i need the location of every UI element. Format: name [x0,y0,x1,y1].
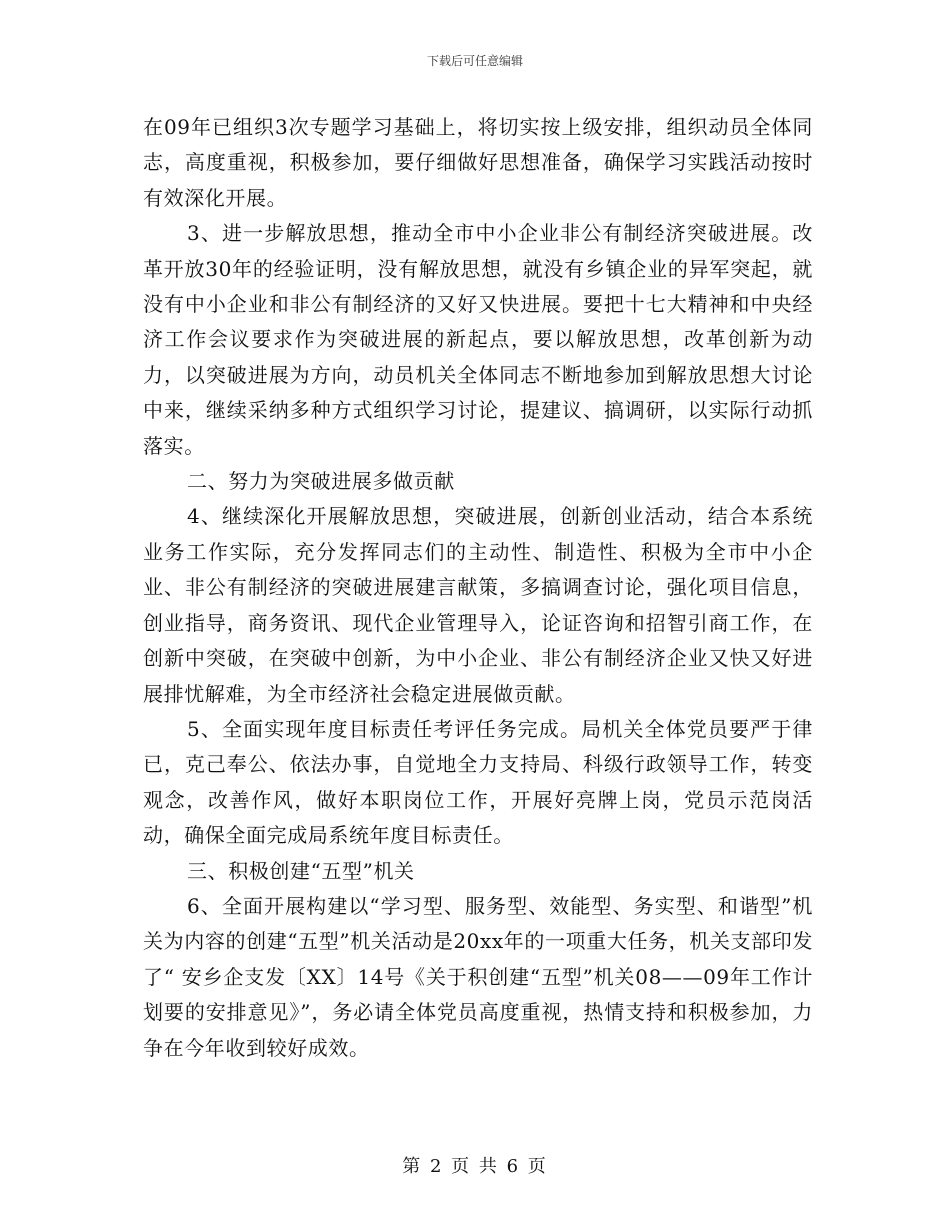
paragraph: 3、进一步解放思想，推动全市中小企业非公有制经济突破进展。改革开放30年的经验证明，没有解放思想，就没有乡镇企业的异军突起，就没有中小企业和非公有制经济的又好又快进展。要把十七大精神和中央经济工作会议要求作为突破进展的新起点，要以解放思想，改革创新为动力，以突破进展为方向，动员机关全体同志不断地参加到解放思想大讨论中来，继续采纳多种方式组织学习讨论，提建议、搞调研，以实际行动抓落实。 [143,221,813,458]
paragraph: 5、全面实现年度目标责任考评任务完成。局机关全体党员要严于律已，克己奉公、依法办事，自觉地全力支持局、科级行政领导工作，转变观念，改善作风，做好本职岗位工作，开展好亮牌上岗，党员示范岗活动，确保全面完成局系统年度目标责任。 [143,716,813,848]
page-number-footer: 第 2 页 共 6 页 [402,1156,548,1177]
page-header: 下载后可任意编辑 [426,54,523,68]
paragraph: 6、全面开展构建以“学习型、服务型、效能型、务实型、和谐型”机关为内容的创建“五型”机关活动是20xx年的一项重大任务，机关支部印发了“ 安乡企支发〔XX〕14号《关于积创建“五型”机关08——09年工作计划要的安排意见》”，务必请全体党员高度重视，热情支持和积极参加，力争在今年收到较好成效。 [143,893,813,1060]
section-heading: 二、努力为突破进展多做贡献 [187,469,455,494]
section-heading: 三、积极创建“五型”机关 [187,858,415,883]
document-body [143,110,813,1066]
paragraph: 在09年已组织3次专题学习基础上，将切实按上级安排，组织动员全体同志，高度重视，积极参加，要仔细做好思想准备，确保学习实践活动按时有效深化开展。 [143,115,813,210]
paragraph: 4、继续深化开展解放思想，突破进展，创新创业活动，结合本系统业务工作实际，充分发挥同志们的主动性、制造性、积极为全市中小企业、非公有制经济的突破进展建言献策，多搞调查讨论，强化项目信息，创业指导，商务资讯、现代企业管理导入，论证咨询和招智引商工作，在创新中突破，在突破中创新，为中小企业、非公有制经济企业又快又好进展排忧解难，为全市经济社会稳定进展做贡献。 [143,504,813,706]
